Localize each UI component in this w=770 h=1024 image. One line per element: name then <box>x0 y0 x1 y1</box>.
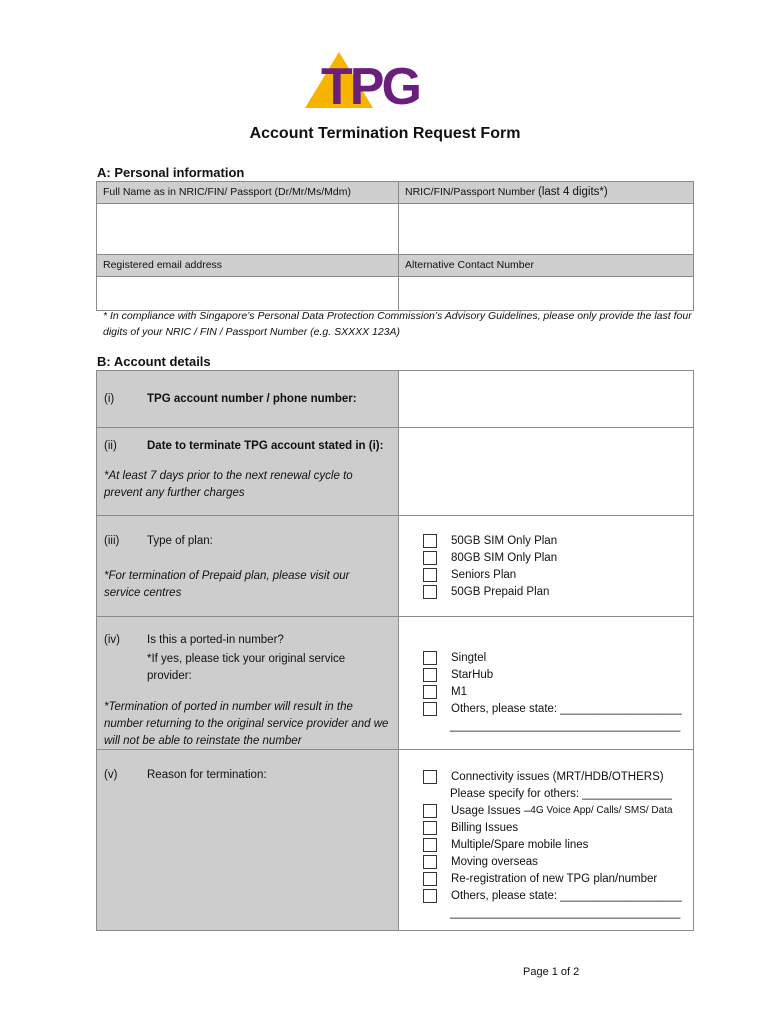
section-b-heading: B: Account details <box>97 354 211 369</box>
alt-contact-field[interactable] <box>399 277 694 311</box>
nric-label-main: NRIC/FIN/Passport Number <box>405 186 539 198</box>
option-label: Others, please state: ___________________ <box>451 889 682 902</box>
checkbox[interactable] <box>423 804 437 818</box>
option-label: Connectivity issues (MRT/HDB/OTHERS) <box>451 770 664 783</box>
page-title: Account Termination Request Form <box>249 125 521 142</box>
plan-option[interactable] <box>423 549 693 566</box>
usage-suffix: 4G Voice App/ Calls/ SMS/ Data <box>530 805 673 816</box>
reason-option[interactable] <box>423 870 693 887</box>
reason-option[interactable] <box>423 768 693 785</box>
row-iv-label-cell <box>97 617 399 750</box>
personal-info-table <box>96 181 694 311</box>
full-name-field[interactable] <box>97 204 399 255</box>
row-ii-label-cell <box>97 428 399 516</box>
row-iii-note: *For termination of Prepaid plan, please visit our service centres <box>104 570 350 599</box>
reason-option[interactable] <box>423 819 693 836</box>
option-label: 50GB Prepaid Plan <box>451 585 550 598</box>
option-label: M1 <box>451 685 467 698</box>
row-iv-label: Is this a ported-in number? <box>147 634 284 646</box>
others-line[interactable]: ____________________________________ <box>450 719 681 732</box>
checkbox[interactable] <box>423 702 437 716</box>
row-iii-num: (iii) <box>104 535 120 547</box>
option-label: Seniors Plan <box>451 568 517 581</box>
row-i-label-cell <box>97 371 399 428</box>
pdpa-note: * In compliance with Singapore’s Personal Data Protection Commission’s Advisory Guidelines, please only provide the last four digits of your NRIC / FIN / Passport Number (e.g. SXXXX 123A) <box>103 310 692 338</box>
checkbox[interactable] <box>423 685 437 699</box>
checkbox[interactable] <box>423 585 437 599</box>
tpg-logo <box>303 50 445 112</box>
checkbox[interactable] <box>423 838 437 852</box>
account-details-table <box>96 370 694 931</box>
checkbox[interactable] <box>423 872 437 886</box>
row-ii-num: (ii) <box>104 440 117 452</box>
provider-option[interactable] <box>423 683 693 700</box>
full-name-label: Full Name as in NRIC/FIN/ Passport (Dr/Mr/Ms/Mdm) <box>103 186 351 198</box>
row-i-label: TPG account number / phone number: <box>147 393 357 405</box>
row-iv-num: (iv) <box>104 634 120 646</box>
checkbox[interactable] <box>423 668 437 682</box>
row-ii-note: *At least 7 days prior to the next renewal cycle to prevent any further charges <box>104 470 353 499</box>
reason-option[interactable] <box>423 853 693 870</box>
option-label: Others, please state: ___________________ <box>451 702 682 715</box>
email-field[interactable] <box>97 277 399 311</box>
alt-contact-label-cell <box>399 255 694 277</box>
row-iv-note: *Termination of ported in number will result in the number returning to the original service provider and we will not be able to reinstate the number <box>104 701 389 747</box>
checkbox[interactable] <box>423 770 437 784</box>
email-label: Registered email address <box>103 259 223 271</box>
plan-option[interactable] <box>423 583 693 600</box>
termination-date-field[interactable] <box>399 428 694 516</box>
option-label: StarHub <box>451 668 494 681</box>
option-label: 80GB SIM Only Plan <box>451 551 558 564</box>
provider-cell <box>399 617 694 750</box>
reason-option[interactable] <box>423 836 693 853</box>
option-label: 50GB SIM Only Plan <box>451 534 558 547</box>
option-label: Multiple/Spare mobile lines <box>451 838 589 851</box>
alt-contact-label: Alternative Contact Number <box>405 259 534 271</box>
section-a-heading: A: Personal information <box>97 165 245 180</box>
reason-cell <box>399 750 694 931</box>
option-label: Moving overseas <box>451 855 538 868</box>
provider-option[interactable] <box>423 666 693 683</box>
page-number: Page 1 of 2 <box>523 966 580 978</box>
plan-option[interactable] <box>423 566 693 583</box>
checkbox[interactable] <box>423 568 437 582</box>
row-iii-label: Type of plan: <box>147 535 213 547</box>
provider-option[interactable] <box>423 649 693 666</box>
row-ii-label: Date to terminate TPG account stated in (i): <box>147 440 384 452</box>
row-v-label: Reason for termination: <box>147 769 267 781</box>
row-i-num: (i) <box>104 393 115 405</box>
option-label: Billing Issues <box>451 821 519 834</box>
row-v-num: (v) <box>104 769 118 781</box>
nric-field[interactable] <box>399 204 694 255</box>
provider-option[interactable] <box>423 700 693 717</box>
svg-text:TPG: TPG <box>321 58 419 112</box>
others-reason-line[interactable]: ____________________________________ <box>450 906 681 919</box>
checkbox[interactable] <box>423 534 437 548</box>
row-iii-label-cell <box>97 516 399 617</box>
nric-label-suffix: (last 4 digits*) <box>538 186 608 198</box>
account-number-field[interactable] <box>399 371 694 428</box>
option-label: Re-registration of new TPG plan/number <box>451 872 658 885</box>
checkbox[interactable] <box>423 551 437 565</box>
checkbox[interactable] <box>423 821 437 835</box>
option-label: Usage Issues – <box>451 804 531 817</box>
checkbox[interactable] <box>423 651 437 665</box>
full-name-label-cell <box>97 182 399 204</box>
email-label-cell <box>97 255 399 277</box>
plan-type-cell <box>399 516 694 617</box>
row-v-label-cell <box>97 750 399 931</box>
reason-option[interactable] <box>423 887 693 904</box>
option-label: Singtel <box>451 651 487 664</box>
checkbox[interactable] <box>423 889 437 903</box>
connectivity-specify-line[interactable]: Please specify for others: ______________ <box>450 787 672 800</box>
checkbox[interactable] <box>423 855 437 869</box>
nric-label <box>399 182 693 198</box>
row-iv-sublabel: *If yes, please tick your original service provider: <box>147 653 346 682</box>
plan-option[interactable] <box>423 532 693 549</box>
reason-option[interactable] <box>423 802 693 819</box>
nric-label-cell <box>399 182 694 204</box>
